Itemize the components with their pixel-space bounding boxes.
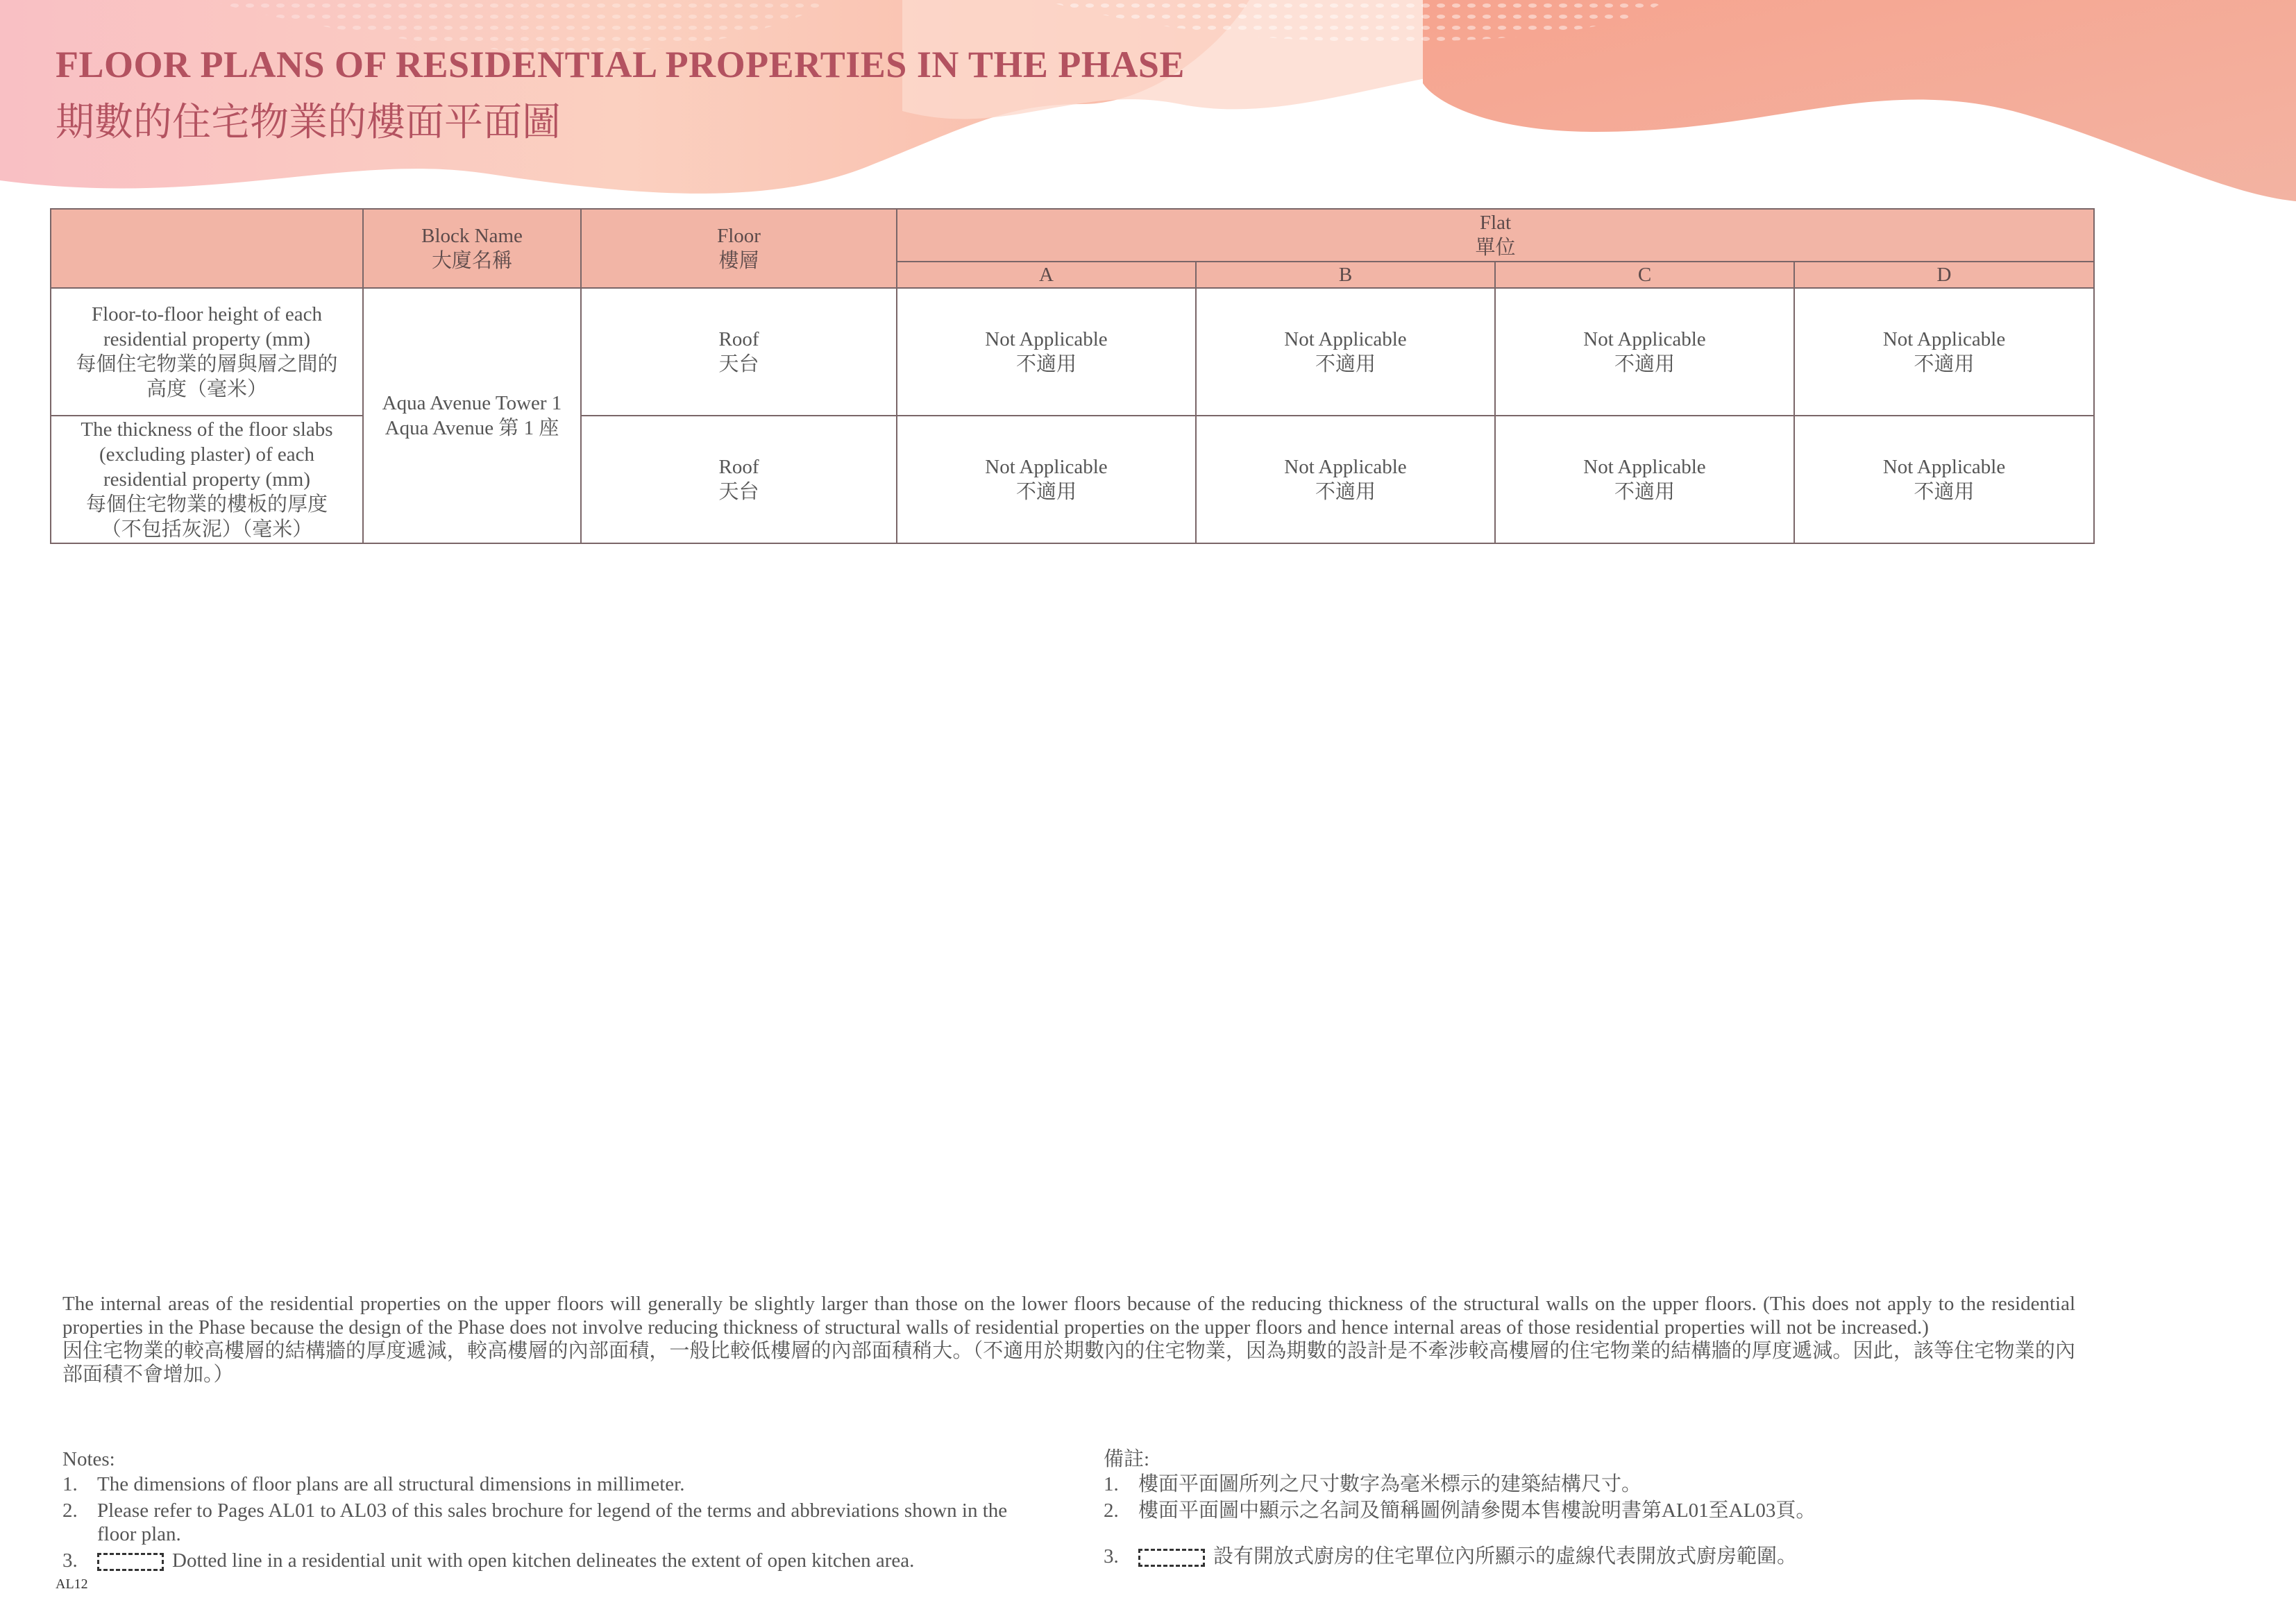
value-en: Not Applicable (1284, 456, 1407, 478)
floor-cell (581, 416, 897, 543)
value-cell-c (1495, 288, 1794, 416)
notes-zh (1104, 1447, 2075, 1571)
notes-list-zh (1104, 1472, 2075, 1568)
header-floor-en: Floor (717, 225, 761, 247)
header-flat-zh: 單位 (1475, 237, 1516, 259)
value-cell-d (1794, 288, 2094, 416)
internal-area-note-en: The internal areas of the residential properties on the upper floors will generally be slightly larger than those on the lower floors because of the reducing thickness of the structural walls on the upper floors. (This does not apply to the residential properties in the Phase because the design of the Phase does not involve reducing thickness of structural walls of residential properties on the upper floors and hence internal areas of those residential properties will not be increased.) (62, 1293, 2075, 1339)
row-label-line: （不包括灰泥）（毫米） (101, 518, 313, 541)
note-number: 2. (62, 1499, 78, 1522)
row-label-line: Floor-to-floor height of each (91, 303, 322, 325)
list-item (62, 1549, 1034, 1572)
value-en: Not Applicable (1882, 456, 2006, 478)
note-text: The dimensions of floor plans are all structural dimensions in millimeter. (97, 1473, 685, 1495)
list-item (1104, 1499, 2075, 1522)
list-item (62, 1472, 1034, 1496)
value-cell-a (897, 288, 1196, 416)
value-en: Not Applicable (1583, 456, 1706, 478)
notes-list-en (62, 1472, 1034, 1572)
floor-zh: 天台 (718, 481, 759, 503)
header-flat-d: D (1794, 262, 2094, 288)
header-block-name-zh: 大廈名稱 (431, 250, 512, 272)
block-name-en: Aqua Avenue Tower 1 (382, 392, 562, 414)
value-zh: 不適用 (1015, 353, 1077, 375)
page-number: AL12 (56, 1577, 88, 1592)
header-blank-cell (51, 209, 363, 288)
value-cell-b (1196, 416, 1495, 543)
note-text: 樓面平面圖所列之尺寸數字為毫米標示的建築結構尺寸。 (1138, 1473, 1642, 1495)
floor-en: Roof (718, 328, 759, 350)
value-en: Not Applicable (985, 456, 1108, 478)
value-zh: 不適用 (1015, 481, 1077, 503)
note-number: 1. (62, 1473, 78, 1495)
row-label-line: residential property (mm) (103, 468, 310, 491)
note-number: 3. (1104, 1545, 1119, 1567)
notes-heading-zh: 備註: (1104, 1448, 1150, 1470)
header-flat-c: C (1495, 262, 1794, 288)
value-cell-c (1495, 416, 1794, 543)
value-cell-d (1794, 416, 2094, 543)
value-zh: 不適用 (1614, 353, 1675, 375)
floor-spec-table (50, 208, 2095, 544)
floor-cell (581, 288, 897, 416)
note-number: 2. (1104, 1499, 1119, 1522)
floor-en: Roof (718, 456, 759, 478)
header-floor-zh: 樓層 (718, 250, 759, 272)
row-label-line: 每個住宅物業的樓板的厚度 (85, 493, 328, 516)
dotted-line-legend-icon (1138, 1549, 1205, 1567)
value-zh: 不適用 (1914, 353, 1975, 375)
notes-heading-en: Notes: (62, 1448, 115, 1470)
list-item (62, 1499, 1034, 1546)
note-number: 3. (62, 1549, 78, 1572)
note-text: 設有開放式廚房的住宅單位內所顯示的虛線代表開放式廚房範圍。 (1213, 1545, 1798, 1567)
internal-area-note (62, 1292, 2075, 1386)
header-block-name-en: Block Name (421, 225, 523, 247)
value-en: Not Applicable (1882, 328, 2006, 350)
floor-zh: 天台 (718, 353, 759, 375)
block-name-cell (363, 288, 581, 543)
row-label-line: 每個住宅物業的層與層之間的 (76, 353, 338, 375)
note-text: 樓面平面圖中顯示之名詞及簡稱圖例請參閱本售樓說明書第AL01至AL03頁。 (1138, 1499, 1816, 1522)
row-label-slab-thickness (51, 416, 363, 543)
note-number: 1. (1104, 1473, 1119, 1495)
row-label-line: (excluding plaster) of each (99, 443, 314, 466)
notes-en (62, 1447, 1034, 1575)
internal-area-note-zh: 因住宅物業的較高樓層的結構牆的厚度遞減，較高樓層的內部面積，一般比較低樓層的內部面積稍大。（不適用於期數內的住宅物業，因為期數的設計是不牽涉較高樓層的住宅物業的結構牆的厚度遞減。因此，該等住宅物業的內部面積不會增加。） (62, 1340, 2075, 1386)
row-label-floor-height (51, 288, 363, 416)
header-floor (581, 209, 897, 288)
page-title-en: FLOOR PLANS OF RESIDENTIAL PROPERTIES IN THE PHASE (56, 44, 1185, 85)
row-label-line: 高度（毫米） (146, 378, 267, 400)
value-zh: 不適用 (1315, 481, 1376, 503)
list-item (1104, 1545, 2075, 1568)
value-en: Not Applicable (985, 328, 1108, 350)
value-zh: 不適用 (1914, 481, 1975, 503)
value-en: Not Applicable (1284, 328, 1407, 350)
list-item (1104, 1472, 2075, 1496)
header-flat-a: A (897, 262, 1196, 288)
value-en: Not Applicable (1583, 328, 1706, 350)
row-label-line: residential property (mm) (103, 328, 310, 350)
row-label-line: The thickness of the floor slabs (81, 418, 333, 441)
value-zh: 不適用 (1614, 481, 1675, 503)
header-flat (897, 209, 2094, 262)
dotted-line-legend-icon (97, 1553, 164, 1571)
note-text: Dotted line in a residential unit with open kitchen delineates the extent of open kitchen area. (172, 1549, 915, 1572)
header-block-name (363, 209, 581, 288)
note-text: Please refer to Pages AL01 to AL03 of this sales brochure for legend of the terms and abbreviations shown in the floor plan. (97, 1499, 1008, 1545)
block-name-zh: Aqua Avenue 第 1 座 (385, 417, 559, 439)
header-flat-en: Flat (1479, 212, 1512, 234)
value-cell-a (897, 416, 1196, 543)
table-row (51, 288, 2094, 416)
value-zh: 不適用 (1315, 353, 1376, 375)
header-flat-b: B (1196, 262, 1495, 288)
page-title-zh: 期數的住宅物業的樓面平面圖 (56, 101, 561, 144)
value-cell-b (1196, 288, 1495, 416)
table-row (51, 416, 2094, 543)
